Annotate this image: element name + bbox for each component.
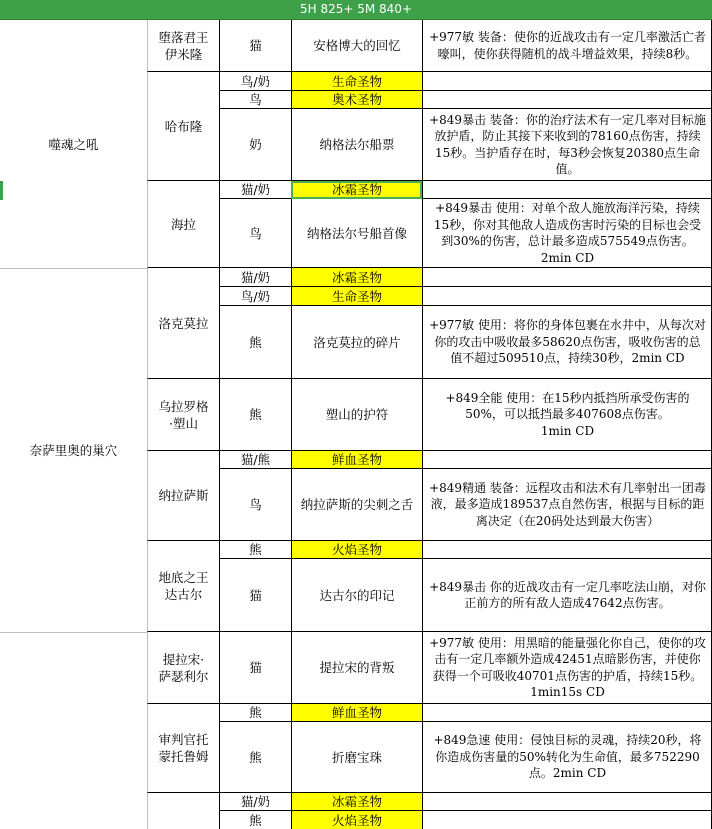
spec-cell[interactable]: 鸟/奶 <box>219 287 291 306</box>
effect-cell[interactable]: +849急速 使用：侵蚀目标的灵魂，持续20秒，将你造成伤害量的50%转化为生命值，最多752290点。2min CD <box>422 722 712 793</box>
spec-cell[interactable]: 鸟/奶 <box>219 72 291 91</box>
spec-cell[interactable]: 熊 <box>219 811 291 829</box>
spec-cell[interactable]: 熊 <box>219 722 291 793</box>
spec-cell[interactable]: 鸟 <box>219 91 291 109</box>
effect-cell[interactable] <box>422 268 712 287</box>
item-cell[interactable]: 火焰圣物 <box>291 811 422 829</box>
spec-cell[interactable]: 猫/熊 <box>219 451 291 469</box>
spec-cell[interactable]: 熊 <box>219 306 291 379</box>
spec-cell[interactable]: 猫/奶 <box>219 793 291 811</box>
item-cell-selected[interactable]: 冰霜圣物 <box>291 181 422 199</box>
spec-cell[interactable]: 猫 <box>219 20 291 72</box>
item-cell[interactable]: 纳格法尔船票 <box>291 109 422 181</box>
effect-cell[interactable]: +977敏 装备：使你的近战攻击有一定几率激活亡者嚎叫，使你获得随机的战斗增益效果，持续8秒。 <box>422 20 712 72</box>
item-cell[interactable]: 奥术圣物 <box>291 91 422 109</box>
effect-cell[interactable] <box>422 811 712 829</box>
effect-cell[interactable]: +849暴击 你的近战攻击有一定几率吃法山崩，对你正前方的所有敌人造成47642点伤害。 <box>422 559 712 632</box>
boss-cell[interactable]: 提拉宋· 萨瑟利尔 <box>147 632 219 704</box>
effect-cell[interactable] <box>422 287 712 306</box>
spec-cell[interactable]: 猫 <box>219 632 291 704</box>
item-cell[interactable]: 达古尔的印记 <box>291 559 422 632</box>
spec-cell[interactable]: 猫 <box>219 559 291 632</box>
effect-cell[interactable] <box>422 451 712 469</box>
table-header[interactable]: 5H 825+ 5M 840+ <box>0 0 712 20</box>
spec-cell[interactable]: 猫/奶 <box>219 268 291 287</box>
effect-cell[interactable] <box>422 541 712 559</box>
dungeon-cell[interactable] <box>0 632 147 829</box>
boss-cell[interactable]: 审判官托 蒙托鲁姆 <box>147 704 219 793</box>
effect-cell[interactable]: +849暴击 使用：对单个敌人施放海洋污染，持续15秒，你对其他敌人造成伤害时污染的目标也会受到30%的伤害，总计最多造成575549点伤害。2min CD <box>422 199 712 268</box>
spec-cell[interactable]: 熊 <box>219 704 291 722</box>
spec-cell[interactable]: 熊 <box>219 541 291 559</box>
item-cell[interactable]: 冰霜圣物 <box>291 268 422 287</box>
item-cell[interactable]: 鲜血圣物 <box>291 704 422 722</box>
effect-cell[interactable]: +849暴击 装备：你的治疗法术有一定几率对目标施放护盾，防止其接下来收到的78160点伤害，持续15秒。当护盾存在时，每3秒会恢复20380点生命值。 <box>422 109 712 181</box>
spec-cell[interactable]: 鸟 <box>219 469 291 541</box>
dungeon-cell[interactable]: 噬魂之吼 <box>48 136 99 152</box>
item-cell[interactable]: 洛克莫拉的碎片 <box>291 306 422 379</box>
boss-cell[interactable]: 堕落君王 伊米隆 <box>147 20 219 72</box>
item-cell[interactable]: 生命圣物 <box>291 72 422 91</box>
item-cell[interactable]: 冰霜圣物 <box>291 793 422 811</box>
grid-line <box>0 632 147 633</box>
boss-cell[interactable]: 哈布隆 <box>147 72 219 181</box>
item-cell[interactable]: 生命圣物 <box>291 287 422 306</box>
item-cell[interactable]: 火焰圣物 <box>291 541 422 559</box>
spec-cell[interactable]: 鸟 <box>219 199 291 268</box>
effect-cell[interactable]: +849精通 装备：远程攻击和法术有几率射出一团毒液，最多造成189537点自然伤害，根据与目标的距离决定（在20码处达到最大伤害） <box>422 469 712 541</box>
effect-cell[interactable] <box>422 704 712 722</box>
row-select-mark <box>0 181 3 200</box>
item-cell[interactable]: 折磨宝珠 <box>291 722 422 793</box>
boss-cell[interactable] <box>147 793 219 829</box>
spec-cell[interactable]: 猫/奶 <box>219 181 291 199</box>
effect-cell[interactable]: +977敏 使用：将你的身体包裹在水井中，从每次对你的攻击中吸收最多58620点伤害，吸收伤害的总值不超过509510点，持续30秒，2min CD <box>422 306 712 379</box>
spec-cell[interactable]: 熊 <box>219 379 291 451</box>
boss-cell[interactable]: 地底之王 达古尔 <box>147 541 219 632</box>
item-cell[interactable]: 纳拉萨斯的尖刺之舌 <box>291 469 422 541</box>
spec-cell[interactable]: 奶 <box>219 109 291 181</box>
boss-cell[interactable]: 纳拉萨斯 <box>147 451 219 541</box>
dungeon-cell[interactable]: 奈萨里奥的巢穴 <box>29 442 118 458</box>
effect-cell[interactable]: +977敏 使用：用黑暗的能量强化你自己，使你的攻击有一定几率额外造成42451点暗影伤害，并使你获得一个可吸收40701点伤害的护盾，持续15秒。1min15s CD <box>422 632 712 704</box>
item-cell[interactable]: 安格博大的回忆 <box>291 20 422 72</box>
item-cell[interactable]: 提拉宋的背叛 <box>291 632 422 704</box>
boss-cell[interactable]: 洛克莫拉 <box>147 268 219 379</box>
boss-cell[interactable]: 海拉 <box>147 181 219 268</box>
boss-cell[interactable]: 乌拉罗格 ·塑山 <box>147 379 219 451</box>
effect-cell[interactable] <box>422 181 712 199</box>
effect-cell[interactable] <box>422 91 712 109</box>
effect-cell[interactable]: +849全能 使用：在15秒内抵挡所承受伤害的50%，可以抵挡最多407608点伤害。 1min CD <box>422 379 712 451</box>
item-cell[interactable]: 鲜血圣物 <box>291 451 422 469</box>
item-cell[interactable]: 纳格法尔号船首像 <box>291 199 422 268</box>
item-cell[interactable]: 塑山的护符 <box>291 379 422 451</box>
effect-cell[interactable] <box>422 793 712 811</box>
effect-cell[interactable] <box>422 72 712 91</box>
grid-line <box>0 268 147 269</box>
